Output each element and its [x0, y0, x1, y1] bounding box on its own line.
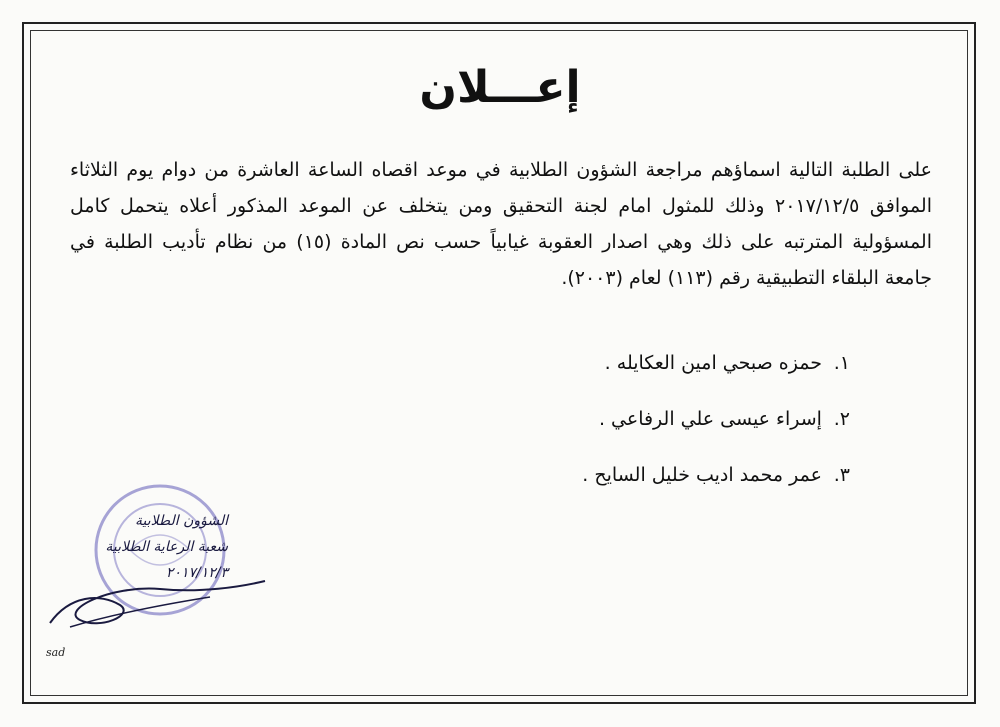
list-number: ٢.	[833, 408, 850, 430]
announcement-paragraph: على الطلبة التالية اسماؤهم مراجعة الشؤون الطلابية في موعد اقصاه الساعة العاشرة من دوام يوم الثلاثاء الموافق ٢٠١٧/١٢/٥ وذلك للمثول امام لجنة التحقيق ومن يتخلف عن الموعد المذكور أعلاه يتحمل كامل المسؤولية المترتبه على ذلك وهي اصدار العقوبة غيابياً حسب نص المادة (١٥) من نظام تأديب الطلبة في جامعة البلقاء التطبيقية رقم (١١٣) لعام (٢٠٠٣).	[70, 159, 932, 289]
student-name: إسراء عيسى علي الرفاعي .	[598, 408, 822, 430]
list-item	[430, 460, 850, 516]
typist-initials: sad	[46, 646, 66, 659]
student-name: حمزه صبحي امين العكايله .	[604, 352, 822, 374]
signature-date: ٢٠١٧/١٢/٣	[165, 565, 228, 581]
list-item	[430, 404, 850, 460]
student-list	[430, 348, 850, 516]
section-name: شعبة الرعاية الطلابية	[105, 539, 228, 555]
list-item	[430, 348, 850, 404]
student-name: عمر محمد اديب خليل السايح .	[582, 464, 822, 486]
list-number: ١.	[833, 352, 850, 374]
announcement-title: إعـــلان	[419, 62, 581, 113]
list-number: ٣.	[833, 464, 850, 486]
handwritten-signature-icon	[40, 575, 270, 635]
department-name: الشؤون الطلابية	[135, 513, 228, 529]
